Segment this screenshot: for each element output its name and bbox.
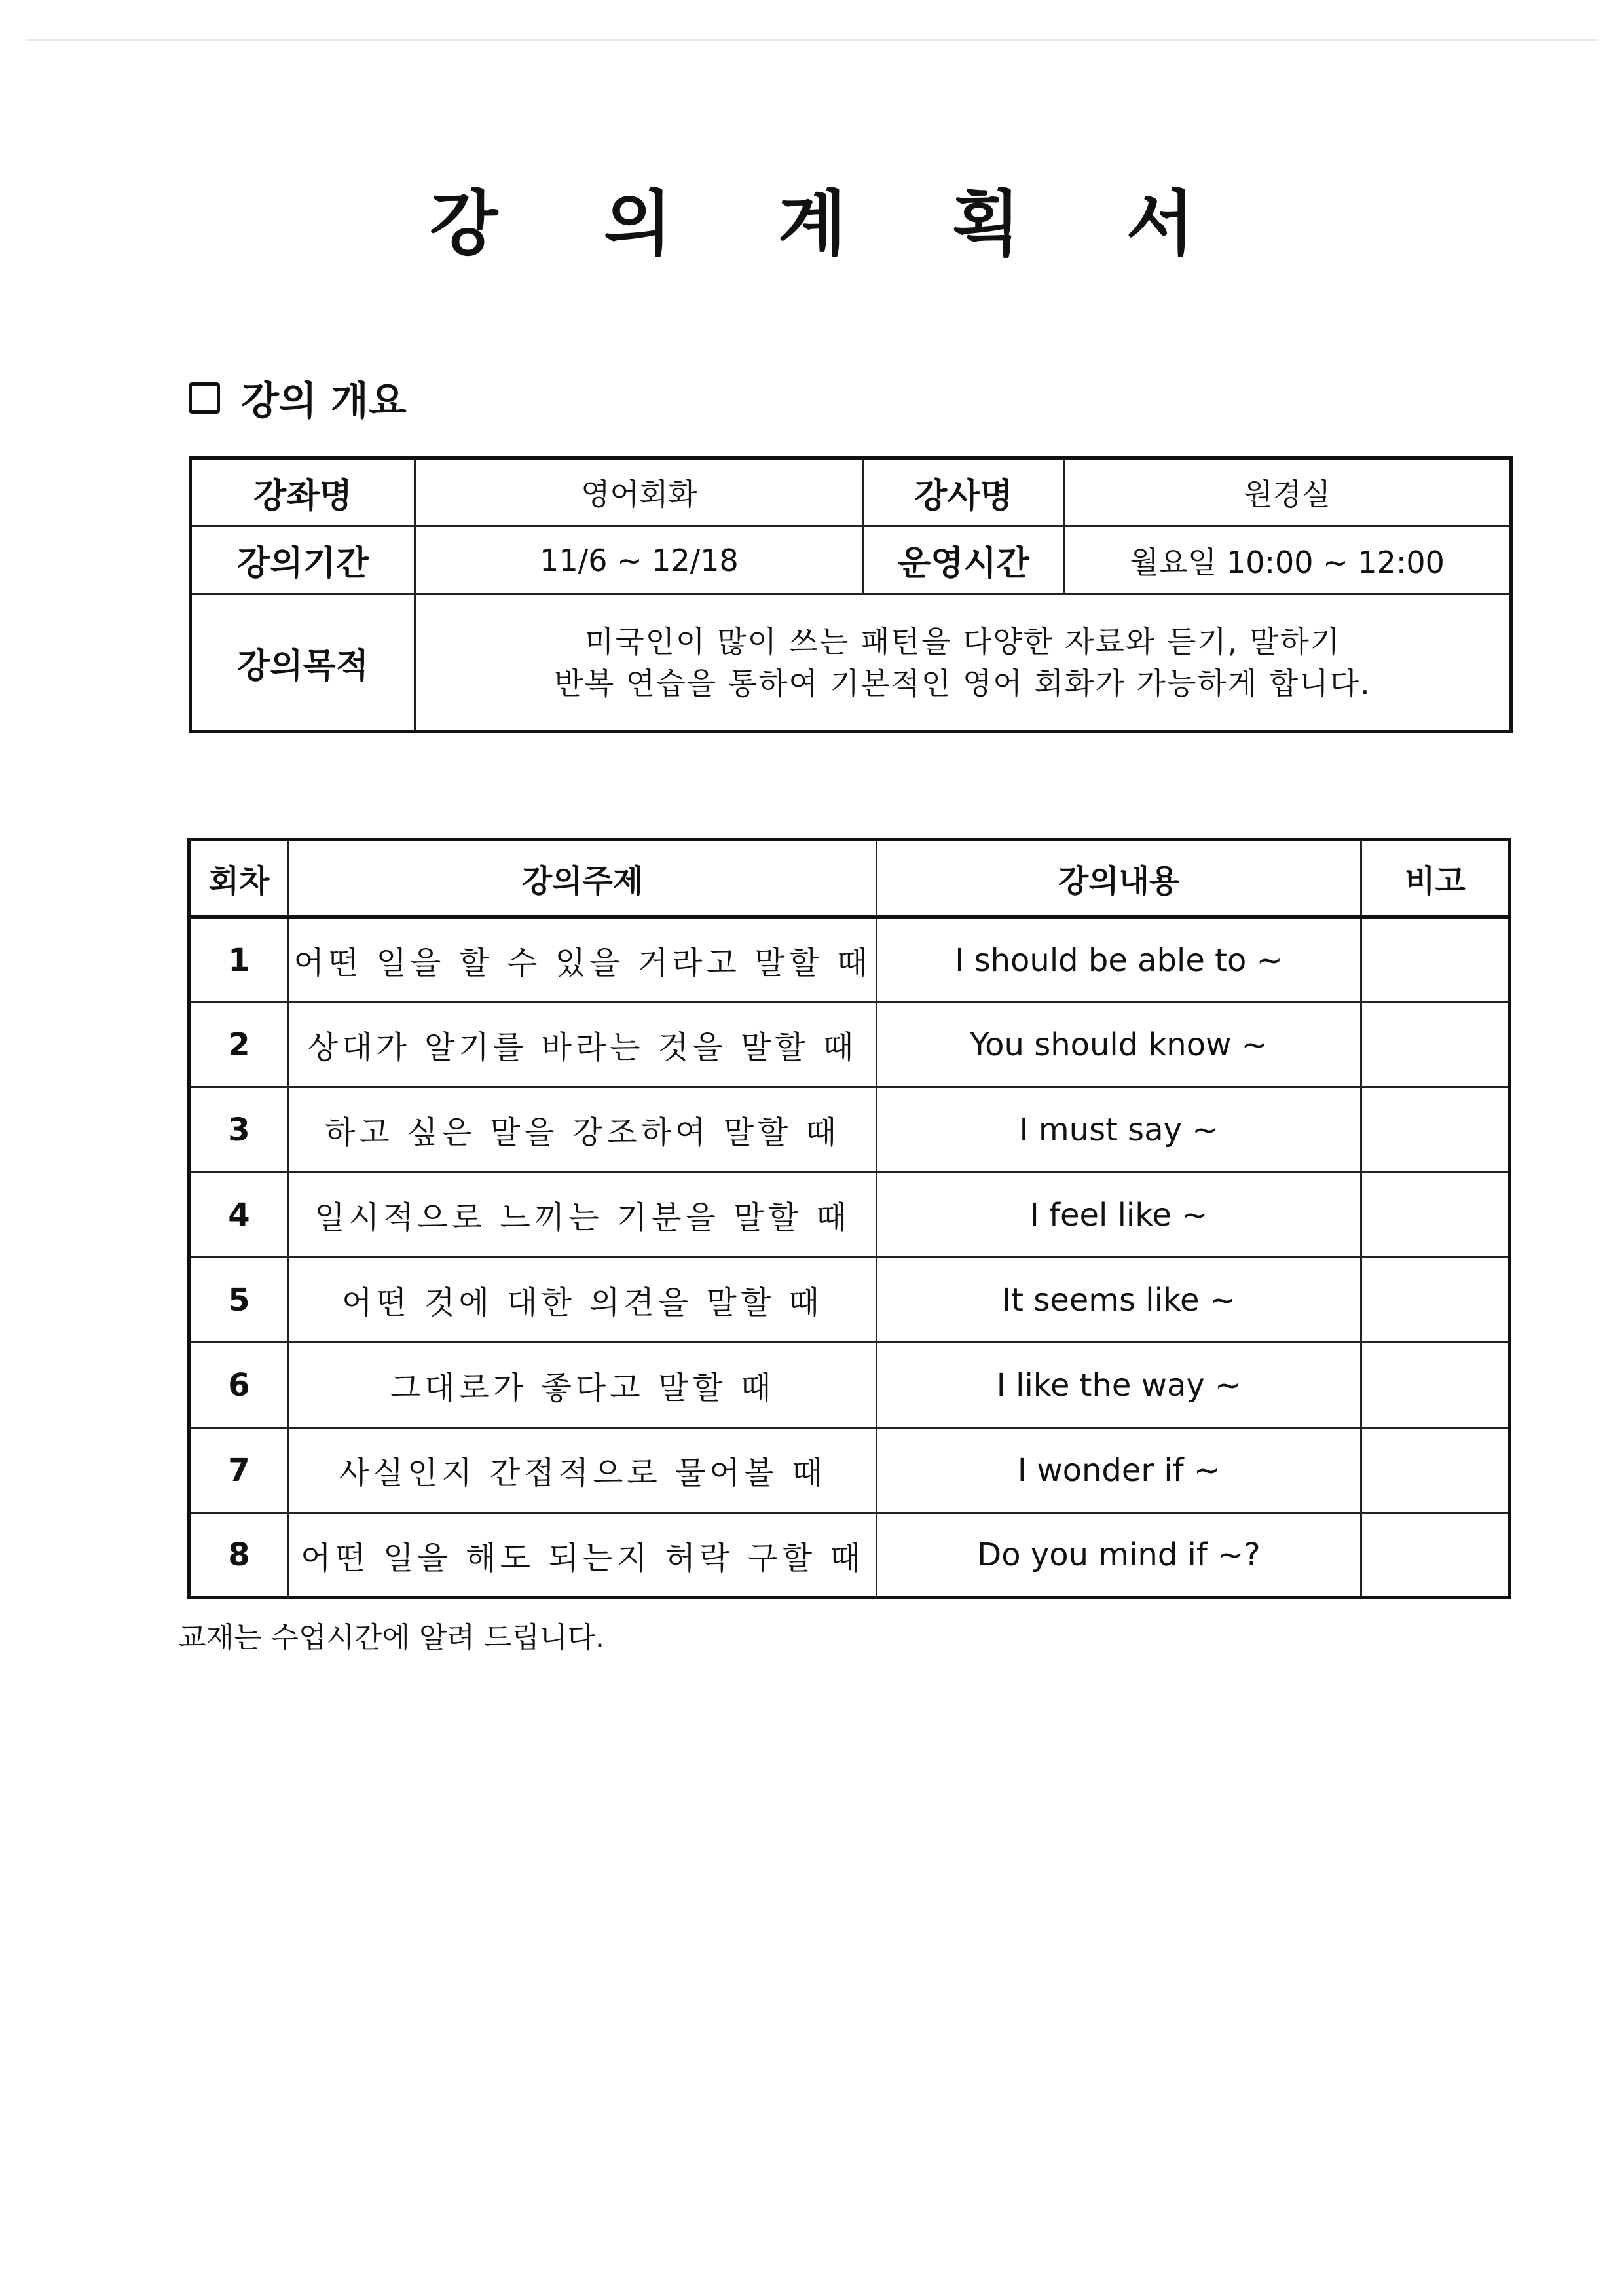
goal-value <box>415 594 1511 732</box>
lecture-remarks <box>1361 1258 1510 1343</box>
table-row <box>189 1087 1510 1173</box>
lecture-topic: 그대로가 좋다고 말할 때 <box>289 1343 877 1428</box>
lecture-content: Do you mind if ~? <box>877 1513 1361 1598</box>
table-row <box>189 917 1510 1002</box>
overview-row <box>191 458 1511 526</box>
goal-line: 미국인이 많이 쓰는 패턴을 다양한 자료와 듣기, 말하기 <box>584 624 1341 659</box>
session-number: 6 <box>189 1343 289 1428</box>
table-row <box>189 1513 1510 1598</box>
session-number: 5 <box>189 1258 289 1343</box>
lecture-content: It seems like ~ <box>877 1258 1361 1343</box>
lecture-topic: 어떤 것에 대한 의견을 말할 때 <box>289 1258 877 1343</box>
period-value: 11/6 ~ 12/18 <box>415 526 864 594</box>
hours-value: 월요일 10:00 ~ 12:00 <box>1064 526 1511 594</box>
lecture-topic: 어떤 일을 해도 되는지 허락 구할 때 <box>289 1513 877 1598</box>
lecture-content: You should know ~ <box>877 1002 1361 1087</box>
lecture-topic: 하고 싶은 말을 강조하여 말할 때 <box>289 1087 877 1173</box>
section-heading <box>189 370 407 426</box>
goal-label: 강의목적 <box>191 594 415 732</box>
lecture-remarks <box>1361 1087 1510 1173</box>
instructor-value: 원경실 <box>1064 458 1511 526</box>
lecture-content: I wonder if ~ <box>877 1428 1361 1513</box>
section-heading-label: 강의 개요 <box>241 378 407 424</box>
header-topic: 강의주제 <box>289 840 877 917</box>
lecture-content: I like the way ~ <box>877 1343 1361 1428</box>
footer-note: 교재는 수업시간에 알려 드립니다. <box>178 1621 604 1654</box>
lecture-remarks <box>1361 1428 1510 1513</box>
lecture-remarks <box>1361 1513 1510 1598</box>
table-row <box>189 1173 1510 1258</box>
lecture-remarks <box>1361 917 1510 1002</box>
lecture-remarks <box>1361 1173 1510 1258</box>
session-number: 1 <box>189 917 289 1002</box>
header-session: 회차 <box>189 840 289 917</box>
period-label: 강의기간 <box>191 526 415 594</box>
session-number: 4 <box>189 1173 289 1258</box>
table-row <box>189 1343 1510 1428</box>
overview-table <box>189 456 1513 733</box>
lecture-content: I feel like ~ <box>877 1173 1361 1258</box>
table-row <box>189 1002 1510 1087</box>
goal-line: 반복 연습을 통하여 기본적인 영어 회화가 가능하게 합니다. <box>554 666 1371 701</box>
session-number: 2 <box>189 1002 289 1087</box>
schedule-header-row <box>189 840 1510 917</box>
overview-row <box>191 526 1511 594</box>
session-number: 3 <box>189 1087 289 1173</box>
header-content: 강의내용 <box>877 840 1361 917</box>
document-title: 강 의 계 획 서 <box>429 183 1236 265</box>
checkbox-icon <box>189 382 220 414</box>
table-row <box>189 1428 1510 1513</box>
schedule-table <box>187 838 1511 1599</box>
lecture-remarks <box>1361 1002 1510 1087</box>
session-number: 8 <box>189 1513 289 1598</box>
table-row <box>189 1258 1510 1343</box>
lecture-topic: 상대가 알기를 바라는 것을 말할 때 <box>289 1002 877 1087</box>
lecture-topic: 사실인지 간접적으로 물어볼 때 <box>289 1428 877 1513</box>
overview-row <box>191 594 1511 732</box>
lecture-topic: 일시적으로 느끼는 기분을 말할 때 <box>289 1173 877 1258</box>
header-remarks: 비고 <box>1361 840 1510 917</box>
instructor-label: 강사명 <box>864 458 1064 526</box>
session-number: 7 <box>189 1428 289 1513</box>
lecture-content: I should be able to ~ <box>877 917 1361 1002</box>
lecture-content: I must say ~ <box>877 1087 1361 1173</box>
course-name-label: 강좌명 <box>191 458 415 526</box>
course-name-value: 영어회화 <box>415 458 864 526</box>
lecture-topic: 어떤 일을 할 수 있을 거라고 말할 때 <box>289 917 877 1002</box>
hours-label: 운영시간 <box>864 526 1064 594</box>
lecture-remarks <box>1361 1343 1510 1428</box>
